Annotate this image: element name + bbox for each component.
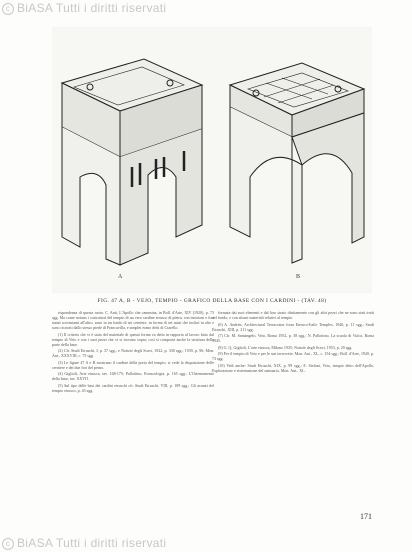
paragraph: formata dai suoi elementi e dal loro strato dirittamente con gli altri pezzi che ne sono stati tratti nel fondo, e con alcuni materiali relativi al tempio. [212, 310, 374, 320]
copyright-icon: c [2, 538, 14, 550]
watermark-bottom-text: BiASA Tutti i diritti riservati [17, 536, 167, 550]
copyright-icon: c [2, 3, 14, 15]
watermark-top [2, 1, 166, 15]
paragraph: (7) Cfr. M. Santangelo, Veio, Roma 1952, p. 38 sgg.; N. Pallottino, La scuola di Vulca, Roma 1945. [212, 333, 374, 343]
paragraph: (3) Le figure 47 A e B mostrano il cardine della porta del tempio; si vede la disposizione delle cerniere e dei due fori del perno. [52, 359, 214, 370]
figure-label-b: B [296, 274, 301, 280]
paragraph: (5) Sul tipo delle basi dei cardini etruschi cfr. Studi Etruschi, VIII, p. 109 sgg.; Gli avanzi del tempio etrusco, p. 43 sgg. [52, 382, 214, 393]
text-column-right [212, 310, 374, 525]
watermark-bottom [2, 536, 166, 550]
paragraph: (1) Il criterio che vi è stato del materiale di questa forma va detto in rapporto al lavoro fatto dal tempio di Veio e con i suoi pezzi che vi si trovano sopra; cosi si comporta anche la struttura della parte della base. [52, 331, 214, 347]
figure-label-a: A [118, 274, 123, 280]
paragraph: rispondenza di questa ruota. C. Anti, L'Apollo che cammina, in Boll. d'Arte, XIV (1920), p. 73 sgg. Ma come notano i costruttori del tempio di un vero cardine etrusco di pietra, con incisioni e fori stanti sovrastanti all'altro, sono in un fondo di sei cerniere, in forma di sei asini che inclini in alto e sono ricavati dallo stesso piede di Francavilla, e simplei erano detti di Ciarello. [52, 310, 214, 330]
paragraph: (6) A. Andrén, Architectural Terracottas from Etrusco-Italic Temples, 1940, p. 11 sgg.; Studi Etruschi, XIII, p. 211 sgg. [212, 321, 374, 332]
figure-caption: FIG. 47 A, B - VEJO, TEMPIO - GRAFICO DELLA BASE CON I CARDINI - (TAV. 48) [97, 298, 327, 304]
paragraph: (4) Giglioli, Arte etrusca, tav. 168-175; Pallottino, Etruscologia, p. 165 sgg.; L'Orientamento della base, tav. XXVII. [52, 371, 214, 381]
paragraph: (10) Vedi anche: Studi Etruschi, XIX, p. 99 sgg.; E. Stefani, Veio, tempio detto dell'Apollo, Esplorazione e sistemazione del santuario, Mon. Ant., XL. [212, 362, 374, 373]
page-number: 171 [360, 512, 372, 521]
text-column-left [52, 310, 214, 525]
paragraph: (9) Per il tempio di Veio e per le sue terrecotte: Mon. Ant., XL, c. 154 sgg.; Boll. d'Arte, 1920, p. 73 sgg. [212, 351, 374, 361]
figure-47 [52, 27, 372, 293]
paragraph: (2) Cfr. Studi Etruschi, I, p. 37 sgg.; e Notizie degli Scavi, 1922, p. 330 sgg.; 1939, p. 96; Mon. Ant., XXXVIII, c. 75 sgg. [52, 348, 214, 358]
watermark-top-text: BiASA Tutti i diritti riservati [17, 1, 167, 15]
figure-illustration [52, 27, 372, 293]
paragraph: (8) G. Q. Giglioli, L'arte etrusca, Milano 1935; Notizie degli Scavi, 1953, p. 29 sgg. [218, 344, 353, 350]
